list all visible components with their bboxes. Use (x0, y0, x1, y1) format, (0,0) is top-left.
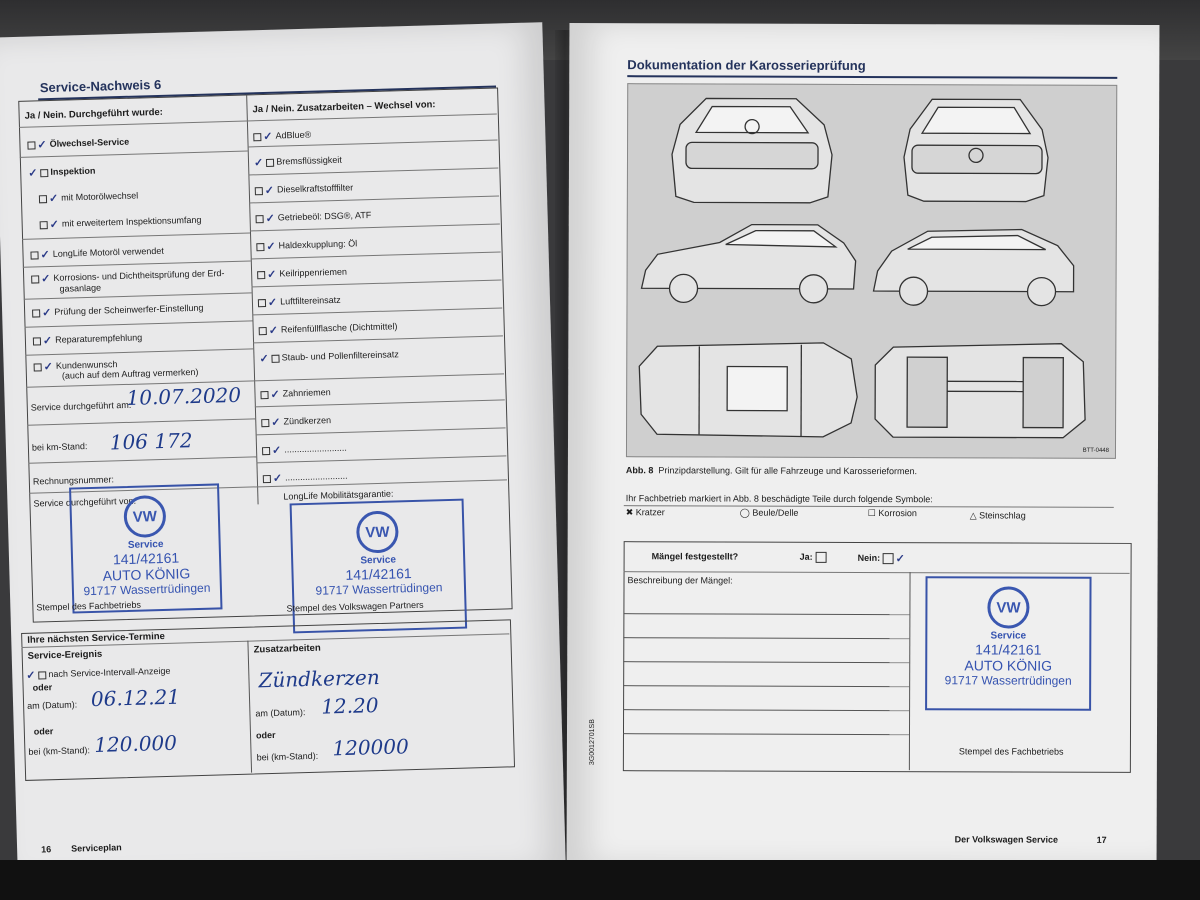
next-service-header: Ihre nächsten Service-Termine (27, 630, 166, 646)
extra-date-value[interactable]: 12.20 (320, 693, 379, 719)
extra-work-header: Zusatzarbeiten (253, 642, 321, 656)
car-side-wagon-icon (873, 229, 1073, 306)
car-diagram-svg (627, 84, 1116, 458)
item-tyre-sealant[interactable]: ✓ Reifenfüllflasche (Dichtmittel) (259, 320, 398, 337)
item-motor-oil-change[interactable]: ✓ mit Motorölwechsel (39, 190, 139, 206)
next-km-label: bei (km-Stand): (28, 745, 91, 757)
defects-no[interactable]: Nein: ✓ (857, 552, 905, 566)
item-inspection[interactable]: ✓ Inspektion (28, 165, 96, 180)
item-blank-1[interactable]: ✓ ......................... (262, 442, 347, 457)
invoice-label: Rechnungsnummer: (32, 474, 115, 487)
service-date-label: Service durchgeführt am: (30, 399, 132, 413)
symbol-stone-chip: △ Steinschlag (969, 510, 1026, 521)
item-brake-fluid[interactable]: ✓ Bremsflüssigkeit (253, 154, 342, 170)
background-bottom (0, 860, 1200, 900)
symbol-corrosion: ☐ Korrosion (867, 508, 917, 519)
item-blank-2[interactable]: ✓ ......................... (263, 470, 348, 485)
col-left-header: Ja / Nein. Durchgeführt wurde: (24, 106, 164, 122)
dealer-stamp-2: VW Service 141/42161 91717 Wassertrüdingen (290, 499, 468, 634)
car-diagram[interactable] (626, 83, 1117, 459)
item-adblue[interactable]: ✓ AdBlue® (253, 129, 311, 144)
item-gas-system-check-cont: gasanlage (59, 282, 102, 294)
car-rear-icon (672, 98, 832, 203)
extra-km-label: bei (km-Stand): (256, 750, 319, 763)
longlife-label: LongLife Mobilitätsgarantie: (283, 488, 394, 502)
item-air-filter[interactable]: ✓ Luftfiltereinsatz (258, 294, 341, 309)
item-oil-service[interactable]: ✓ Ölwechsel-Service (27, 136, 129, 152)
dealer-stamp-1: VW Service 141/42161 AUTO KÖNIG 91717 Wassertrüdingen (69, 483, 222, 613)
left-page-number: 16 (41, 844, 52, 855)
left-footer-title: Serviceplan (70, 842, 122, 854)
item-extended-inspection[interactable]: ✓ mit erweitertem Inspektionsumfang (40, 214, 202, 232)
description-label: Beschreibung der Mängel: (627, 575, 733, 586)
right-page-title: Dokumentation der Karosserieprüfung (627, 57, 866, 74)
next-date-label: am (Datum): (26, 699, 78, 711)
dealer-stamp-3: VW Service 141/42161 AUTO KÖNIG 91717 Wassertrüdingen (925, 576, 1091, 711)
extra-date-label: am (Datum): (255, 707, 306, 719)
km-value[interactable]: 106 172 (109, 428, 193, 455)
car-top-icon (639, 342, 857, 437)
next-km-value[interactable]: 120.000 (93, 730, 178, 757)
service-date-value[interactable]: 10.07.2020 (126, 382, 242, 410)
oder-2: oder (33, 726, 54, 737)
symbol-dent: ◯ Beule/Delle (739, 507, 799, 518)
item-diesel-filter[interactable]: ✓ Dieselkraftstofffilter (255, 182, 354, 198)
item-ribbed-belt[interactable]: ✓ Keilrippenriemen (257, 266, 347, 282)
stamp-service-label: Stempel des Fachbetriebs (36, 599, 142, 613)
car-underbody-icon (875, 343, 1085, 438)
col-right-header: Ja / Nein. Zusatzarbeiten – Wechsel von: (252, 99, 436, 116)
symbol-scratch: ✖ Kratzer (625, 507, 665, 518)
vw-logo-icon: VW (987, 586, 1029, 628)
marking-text: Ihr Fachbetrieb markiert in Abb. 8 beschädigte Teile durch folgende Symbole: (625, 493, 933, 505)
event-header: Service-Ereignis (27, 648, 103, 662)
item-gas-system-check[interactable]: ✓ Korrosions- und Dichtheitsprüfung der Erd- (31, 267, 225, 285)
left-page (0, 22, 566, 885)
item-longlife-oil[interactable]: ✓ LongLife Motoröl verwendet (30, 245, 164, 262)
stamp-label: Stempel des Fachbetriebs (958, 746, 1064, 757)
left-page-title: Service-Nachweis 6 (39, 76, 162, 96)
right-page-number: 17 (1096, 834, 1107, 845)
item-repair-recommendation[interactable]: ✓ Reparaturempfehlung (33, 332, 143, 348)
next-date-value[interactable]: 06.12.21 (90, 684, 181, 712)
interval-item[interactable]: ✓ nach Service-Intervall-Anzeige (26, 665, 171, 682)
item-timing-belt[interactable]: ✓ Zahnriemen (260, 386, 331, 401)
item-customer-request[interactable]: ✓ Kundenwunsch (33, 358, 117, 373)
title-rule (627, 75, 1117, 79)
item-pollen-filter[interactable]: ✓ Staub- und Pollenfiltereinsatz (259, 349, 399, 366)
km-label: bei km-Stand: (31, 441, 88, 453)
defects-label: Mängel festgestellt? (651, 551, 739, 562)
car-front-icon (904, 99, 1048, 202)
car-side-sedan-icon (641, 224, 855, 303)
extra-work-value[interactable]: Zündkerzen (258, 665, 381, 693)
item-haldex-oil[interactable]: ✓ Haldexkupplung: Öl (256, 237, 357, 253)
side-code: 3G0012701SB (588, 719, 597, 766)
extra-km-value[interactable]: 120000 (332, 734, 410, 761)
item-spark-plugs[interactable]: ✓ Zündkerzen (261, 414, 331, 429)
figure-code: BTT-0448 (1082, 447, 1109, 454)
figure-caption: Abb. 8 Prinzipdarstellung. Gilt für alle Fahrzeuge und Karosserieformen. (625, 465, 918, 477)
oder-3: oder (255, 729, 276, 741)
service-by-label: Service durchgeführt von: (33, 495, 137, 509)
right-page (567, 23, 1160, 867)
item-headlight-check[interactable]: ✓ Prüfung der Scheinwerfer-Einstellung (32, 302, 204, 320)
stamp-partner-label: Stempel des Volkswagen Partners (286, 599, 424, 614)
item-gear-oil[interactable]: ✓ Getriebeöl: DSG®, ATF (255, 209, 371, 225)
vw-logo-icon: VW (123, 495, 166, 538)
oder-1: oder (32, 682, 53, 693)
vw-logo-icon: VW (356, 510, 399, 553)
item-customer-request-note: (auch auf dem Auftrag vermerken) (61, 366, 199, 381)
right-footer-title: Der Volkswagen Service (954, 834, 1059, 845)
defects-yes[interactable]: Ja: (800, 552, 829, 563)
